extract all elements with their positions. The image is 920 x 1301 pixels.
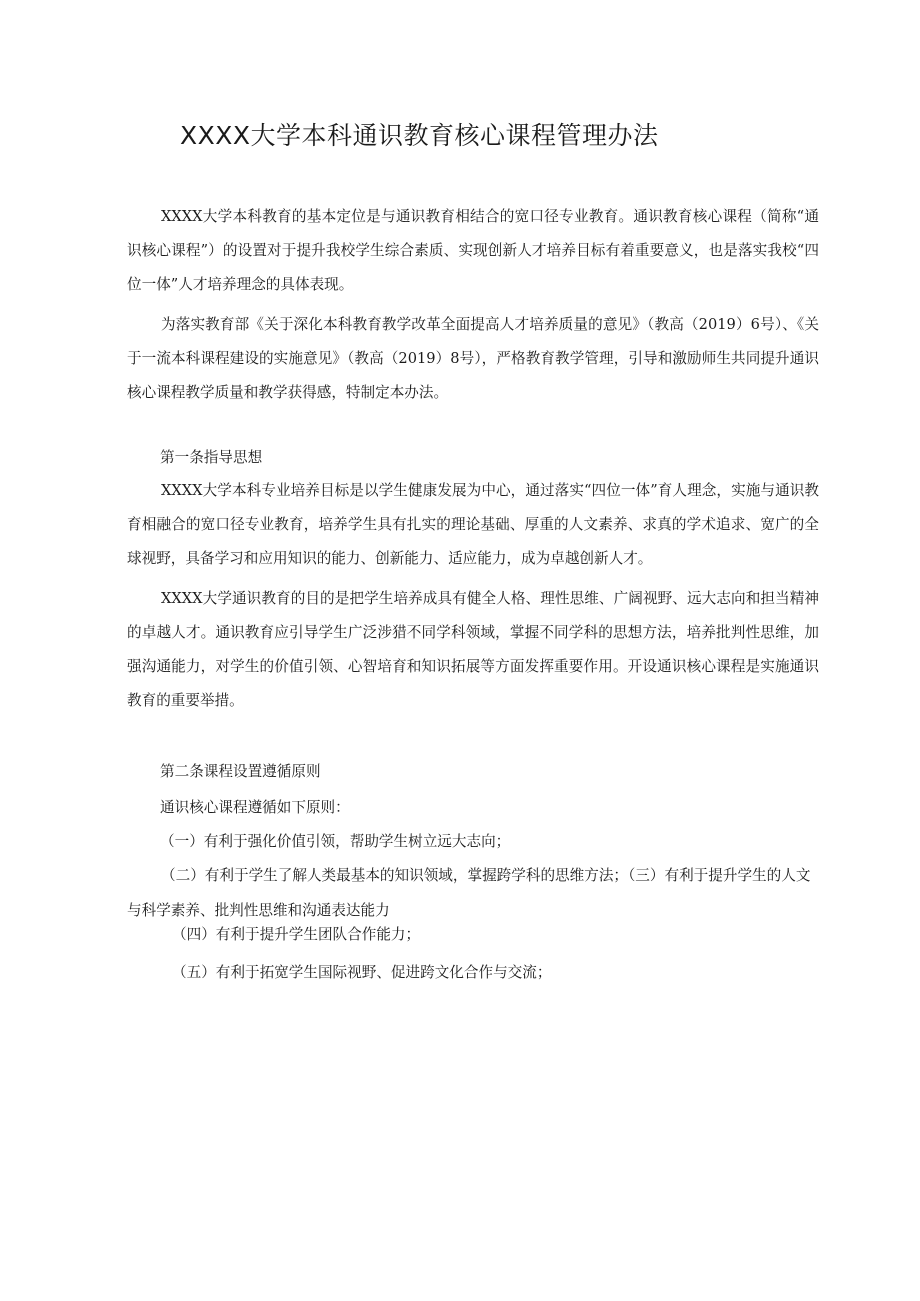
- intro-paragraph-2: 为落实教育部《关于深化本科教育教学改革全面提高人才培养质量的意见》（教高（2019）6号）、《关于一流本科课程建设的实施意见》（教高（2019）8号），严格教育教学管理，引导和激励师生共同提升通识核心课程教学质量和教学获得感，特制定本办法。: [127, 316, 819, 401]
- principle-item-5: （五）有利于拓宽学生国际视野、促进跨文化合作与交流；: [172, 964, 552, 981]
- intro-paragraph-1: XXXX大学本科教育的基本定位是与通识教育相结合的宽口径专业教育。通识教育核心课程（简称“通识核心课程”）的设置对于提升我校学生综合素质、实现创新人才培养目标有着重要意义，也是落实我校“四位一体”人才培养理念的具体表现。: [127, 208, 819, 293]
- article-2-lead: 通识核心课程遵循如下原则：: [160, 799, 350, 816]
- principle-item-4: （四）有利于提升学生团队合作能力；: [172, 926, 421, 943]
- article-1-paragraph-1: XXXX大学本科专业培养目标是以学生健康发展为中心，通过落实“四位一体”育人理念，实施与通识教育相融合的宽口径专业教育，培养学生具有扎实的理论基础、厚重的人文素养、求真的学术追求、宽广的全球视野，具备学习和应用知识的能力、创新能力、适应能力，成为卓越创新人才。: [127, 482, 819, 567]
- principle-item-2-3: （二）有利于学生了解人类最基本的知识领域，掌握跨学科的思维方法；（三）有利于提升学生的人文与科学素养、批判性思维和沟通表达能力: [127, 867, 811, 919]
- article-2-heading: 第二条课程设置遵循原则: [160, 763, 321, 780]
- principle-item-1: （一）有利于强化价值引领，帮助学生树立远大志向；: [160, 833, 511, 850]
- article-1-paragraph-2: XXXX大学通识教育的目的是把学生培养成具有健全人格、理性思维、广阔视野、远大志向和担当精神的卓越人才。通识教育应引导学生广泛涉猎不同学科领域，掌握不同学科的思想方法，培养批判性思维，加强沟通能力，对学生的价值引领、心智培育和知识拓展等方面发挥重要作用。开设通识核心课程是实施通识教育的重要举措。: [127, 590, 819, 709]
- document-title: XXXX大学本科通识教育核心课程管理办法: [180, 121, 659, 150]
- article-1-heading: 第一条指导思想: [160, 449, 263, 466]
